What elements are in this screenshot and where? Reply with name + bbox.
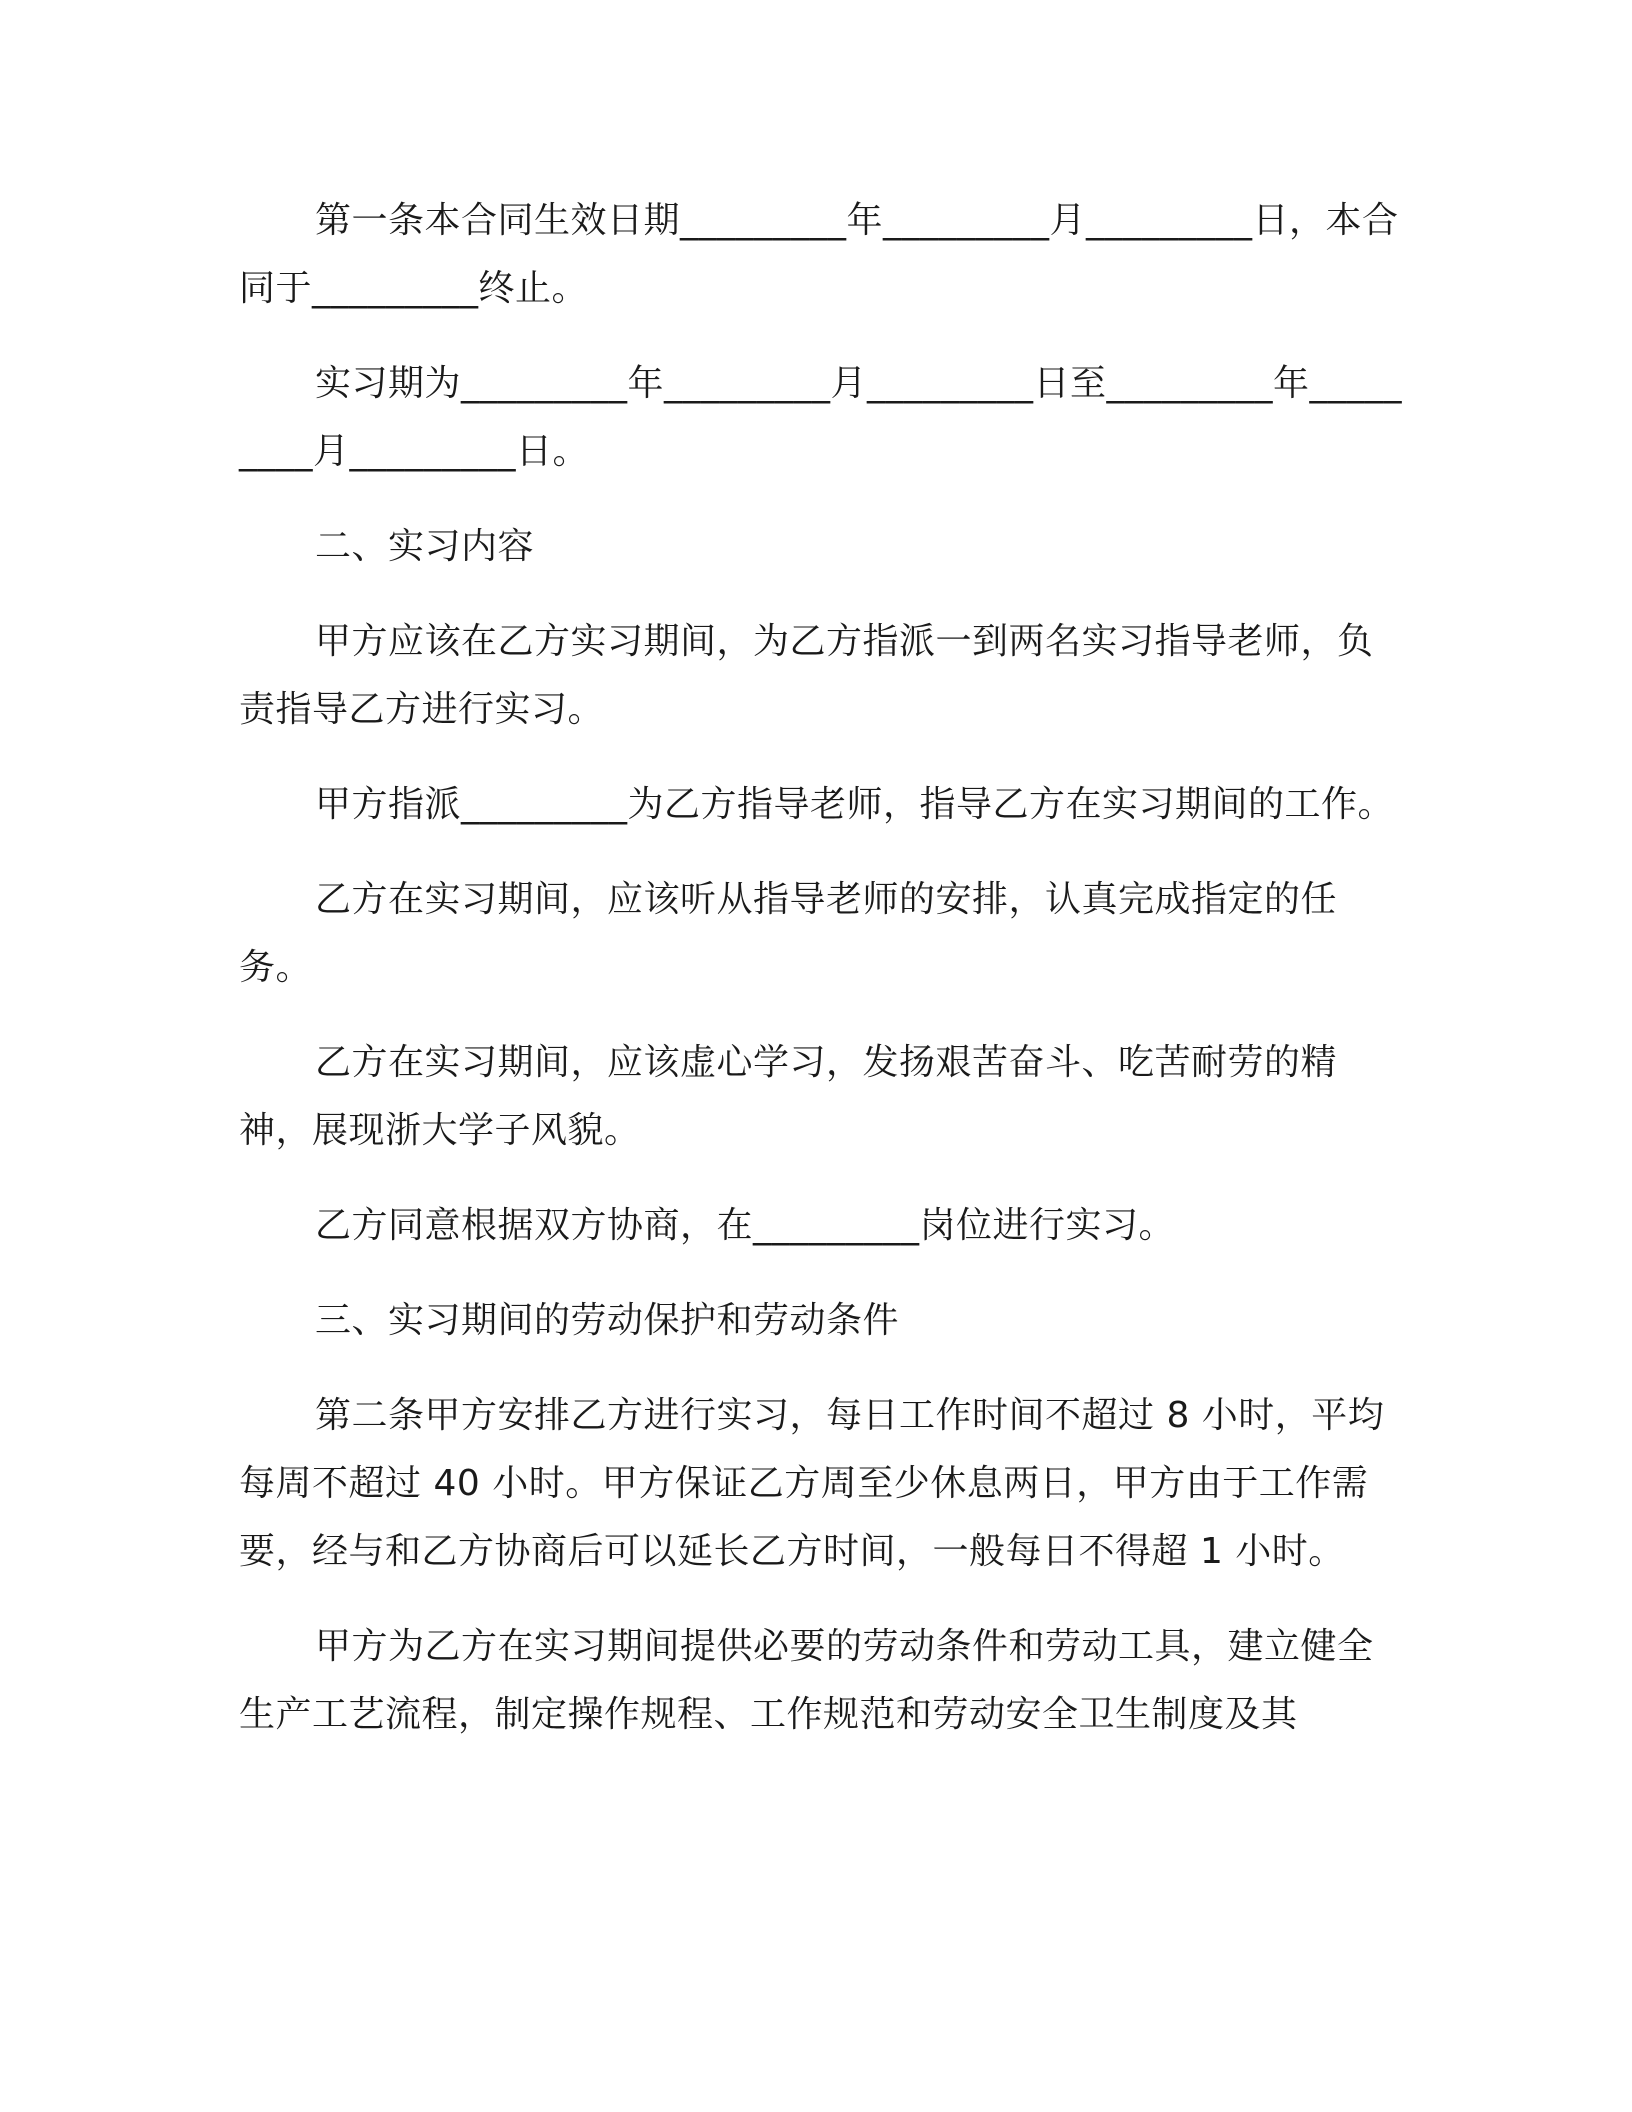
paragraph-mentor-name: 甲方指派_________为乙方指导老师，指导乙方在实习期间的工作。 bbox=[315, 784, 1395, 825]
section-heading-labor-protection: 三、实习期间的劳动保护和劳动条件 bbox=[315, 1300, 900, 1341]
section-heading-internship-content: 二、实习内容 bbox=[315, 526, 535, 567]
paragraph-assign-mentors: 甲方应该在乙方实习期间，为乙方指派一到两名实习指导老师，负责指导乙方进行实习。 bbox=[239, 621, 1374, 730]
document-body bbox=[239, 187, 1409, 1776]
clause-working-hours: 第二条甲方安排乙方进行实习，每日工作时间不超过 8 小时，平均每周不超过 40 小时。甲方保证乙方周至少休息两日，甲方由于工作需要，经与和乙方协商后可以延长乙方时间，一般每日不得超 1 小时。 bbox=[239, 1395, 1385, 1572]
internship-period: 实习期为_________年_________月_________日至_________年_________月_________日。 bbox=[239, 363, 1403, 472]
paragraph-learning-attitude: 乙方在实习期间，应该虚心学习，发扬艰苦奋斗、吃苦耐劳的精神，展现浙大学子风貌。 bbox=[239, 1042, 1338, 1151]
paragraph-follow-instructions: 乙方在实习期间，应该听从指导老师的安排，认真完成指定的任务。 bbox=[239, 879, 1338, 988]
paragraph-working-conditions: 甲方为乙方在实习期间提供必要的劳动条件和劳动工具，建立健全生产工艺流程，制定操作规程、工作规范和劳动安全卫生制度及其 bbox=[239, 1626, 1374, 1735]
clause-effective-date: 第一条本合同生效日期_________年_________月_________日，本合同于_________终止。 bbox=[239, 200, 1399, 309]
paragraph-position: 乙方同意根据双方协商，在_________岗位进行实习。 bbox=[315, 1205, 1176, 1246]
